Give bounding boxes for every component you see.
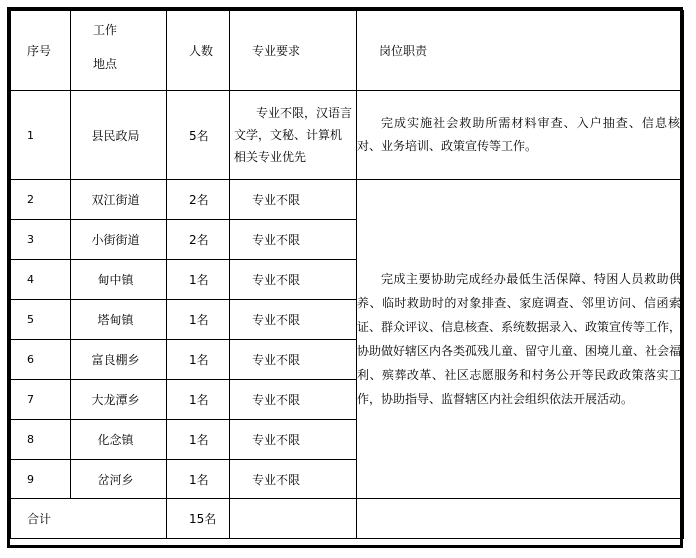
row-place: 甸中镇 [71, 260, 167, 300]
row-count: 1名 [167, 460, 230, 499]
row-count: 2名 [167, 180, 230, 220]
row-index: 3 [11, 220, 71, 260]
table-row [11, 91, 684, 180]
row-major-text: 专业不限，汉语言文学，文秘、计算机相关专业优先 [234, 106, 353, 164]
row-index: 7 [11, 380, 71, 420]
row-count: 5名 [167, 91, 230, 180]
header-count: 人数 [167, 11, 230, 91]
row-major: 专业不限 [230, 220, 357, 260]
duty-county: 完成实施社会救助所需材料审查、入户抽查、信息核对、业务培训、政策宣传等工作。 [357, 91, 684, 180]
row-place: 双江街道 [71, 180, 167, 220]
row-count: 1名 [167, 380, 230, 420]
row-index: 4 [11, 260, 71, 300]
row-index: 6 [11, 340, 71, 380]
row-major [230, 91, 357, 180]
row-index: 5 [11, 300, 71, 340]
row-index: 9 [11, 460, 71, 499]
duty-township: 完成主要协助完成经办最低生活保障、特困人员救助供养、临时救助时的对象排查、家庭调查、邻里访问、信函索证、群众评议、信息核查、系统数据录入、政策宣传等工作，协助做好辖区内各类孤残儿童、留守儿童、困境儿童、社会福利、殡葬改革、社区志愿服务和村务公开等民政政策落实工作，协助指导、监督辖区内社会组织依法开展活动。 [357, 180, 684, 499]
row-place: 小街街道 [71, 220, 167, 260]
total-major-empty [230, 499, 357, 539]
header-place [71, 11, 167, 91]
header-row [11, 11, 684, 91]
table-row [11, 180, 684, 220]
header-major: 专业要求 [230, 11, 357, 91]
row-place: 塔甸镇 [71, 300, 167, 340]
header-place-line1: 工作 [93, 23, 118, 37]
row-major: 专业不限 [230, 460, 357, 499]
row-count: 1名 [167, 300, 230, 340]
recruitment-table [10, 10, 684, 539]
row-major: 专业不限 [230, 180, 357, 220]
total-duty-empty [357, 499, 684, 539]
row-count: 2名 [167, 220, 230, 260]
row-index: 1 [11, 91, 71, 180]
row-index: 8 [11, 420, 71, 460]
header-index: 序号 [11, 11, 71, 91]
row-count: 1名 [167, 340, 230, 380]
row-place: 富良棚乡 [71, 340, 167, 380]
row-major: 专业不限 [230, 260, 357, 300]
total-row [11, 499, 684, 539]
row-place: 大龙潭乡 [71, 380, 167, 420]
row-major: 专业不限 [230, 300, 357, 340]
total-count: 15名 [167, 499, 230, 539]
row-major: 专业不限 [230, 380, 357, 420]
row-count: 1名 [167, 420, 230, 460]
row-index: 2 [11, 180, 71, 220]
row-count: 1名 [167, 260, 230, 300]
row-place: 化念镇 [71, 420, 167, 460]
header-duty: 岗位职责 [357, 11, 684, 91]
row-major: 专业不限 [230, 340, 357, 380]
header-place-line2: 地点 [93, 57, 118, 71]
total-label: 合计 [11, 499, 167, 539]
row-place: 岔河乡 [71, 460, 167, 499]
row-place: 县民政局 [71, 91, 167, 180]
row-major: 专业不限 [230, 420, 357, 460]
